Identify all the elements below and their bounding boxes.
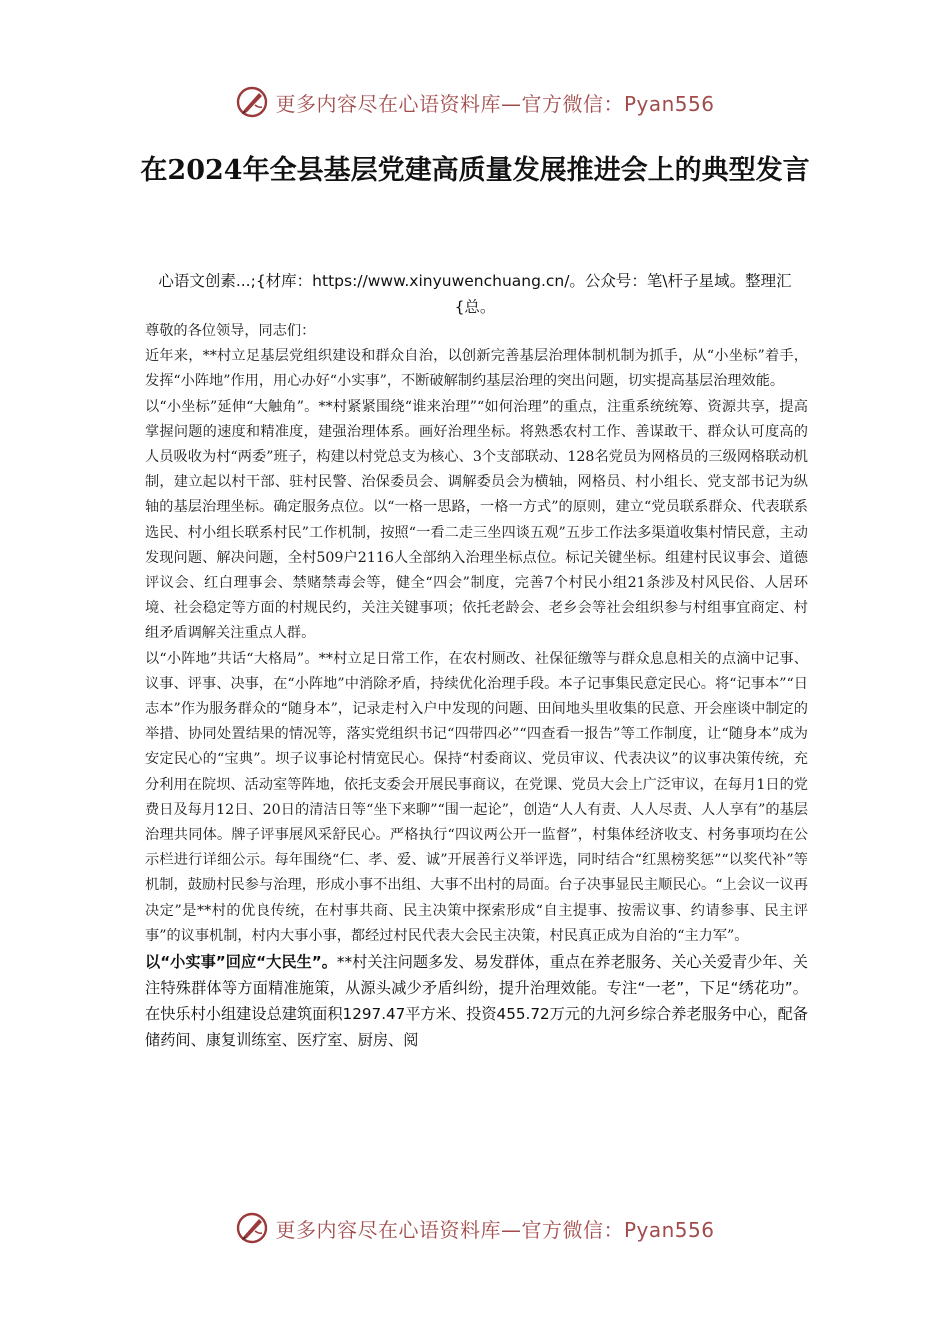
footer-banner-text: 更多内容尽在心语资料库—官方微信：Pyan556 xyxy=(275,1217,715,1242)
paragraph-positions: 以“小阵地”共话“大格局”。**村立足日常工作，在农村厕改、社保征缴等与群众息息相关的点滴中记事、议事、评事、决事，在“小阵地”中消除矛盾，持续优化治理手段。本子记事集民意定民心。将“记事本”“日志本”作为服务群众的“随身本”，记录走村入户中发现的问题、田间地头里收集的民意、开会座谈中制定的举措、协同处置结果的情况等，落实党组织书记“四带四必”“四查看一报告”等工作制度，让“随身本”成为安定民心的“宝典”。坝子议事论村情宽民心。保持“村委商议、党员审议、代表决议”的议事决策传统，充分利用在院坝、活动室等阵地，依托支委会开展民事商议，在党课、党员大会上广泛审议，在每月1日的党费日及每月12日、20日的清洁日等“坐下来聊”“围一起论”，创造“人人有责、人人尽责、人人享有”的基层治理共同体。牌子评事展风采舒民心。严格执行“四议两公开一监督”，村集体经济收支、村务事项均在公示栏进行详细公示。每年围绕“仁、孝、爱、诚”开展善行义举评选，同时结合“红黑榜奖惩”“以奖代补”等机制，鼓励村民参与治理，形成小事不出组、大事不出村的局面。台子决事显民主顺民心。“上会议一议再决定”是**村的优良传统，在村事共商、民主决策中探索形成“自主提事、按需议事、约请参事、民主评事”的议事机制，村内大事小事，都经过村民代表大会民主决策，村民真正成为自治的“主力军”。 xyxy=(145,650,808,944)
paragraph-livelihood-lead: 以“小实事”回应“大民生”。 xyxy=(145,953,337,972)
pen-logo-icon xyxy=(235,1211,269,1245)
paragraph-intro: 近年来，**村立足基层党组织建设和群众自治，以创新完善基层治理体制机制为抓手，从“小坐标”着手，发挥“小阵地”作用，用心办好“小实事”，不断破解制约基层治理的突出问题，切实提高基层治理效能。 xyxy=(145,348,808,390)
document-title: 在2024年全县基层党建高质量发展推进会上的典型发言 xyxy=(140,155,810,186)
footer-banner xyxy=(0,1208,950,1248)
header-banner xyxy=(0,82,950,122)
document-body xyxy=(145,319,808,1053)
source-line: 心语文创素...;{材库：https://www.xinyuwenchuang.cn/。公众号：笔\杆子星域。整理汇{总。 xyxy=(158,272,792,316)
paragraph-livelihood-text: **村关注问题多发、易发群体，重点在养老服务、关心关爱青少年、关注特殊群体等方面精准施策，从源头减少矛盾纠纷，提升治理效能。专注“一老”，下足“绣花功”。在快乐村小组建设总建筑面积1297.47平方米、投资455.72万元的九河乡综合养老服务中心，配备储药间、康复训练室、医疗室、厨房、阅 xyxy=(145,953,808,1050)
paragraph-coordinates: 以“小坐标”延伸“大触角”。**村紧紧围绕“谁来治理”“如何治理”的重点，注重系统统筹、资源共享，提高掌握问题的速度和精准度，建强治理体系。画好治理坐标。将熟悉农村工作、善谋敢干、群众认可度高的人员吸收为村“两委”班子，构建以村党总支为核心、3个支部联动、128名党员为网格员的三级网格联动机制，建立起以村干部、驻村民警、治保委员会、调解委员会为横轴，网格员、村小组长、党支部书记为纵轴的基层治理坐标。确定服务点位。以“一格一思路，一格一方式”的原则，建立“党员联系群众、代表联系选民、村小组长联系村民”工作机制，按照“一看二走三坐四谈五观”五步工作法多渠道收集村情民意，主动发现问题、解决问题，全村509户2116人全部纳入治理坐标点位。标记关键坐标。组建村民议事会、道德评议会、红白理事会、禁赌禁毒会等，健全“四会”制度，完善7个村民小组21条涉及村风民俗、人居环境、社会稳定等方面的村规民约，关注关键事项；依托老龄会、老乡会等社会组织参与村组事宜商定、村组矛盾调解关注重点人群。 xyxy=(145,398,808,642)
pen-logo-icon xyxy=(235,85,269,119)
header-banner-text: 更多内容尽在心语资料库—官方微信：Pyan556 xyxy=(275,91,715,116)
salutation: 尊敬的各位领导，同志们： xyxy=(145,323,316,339)
paragraph-livelihood xyxy=(145,949,808,1053)
